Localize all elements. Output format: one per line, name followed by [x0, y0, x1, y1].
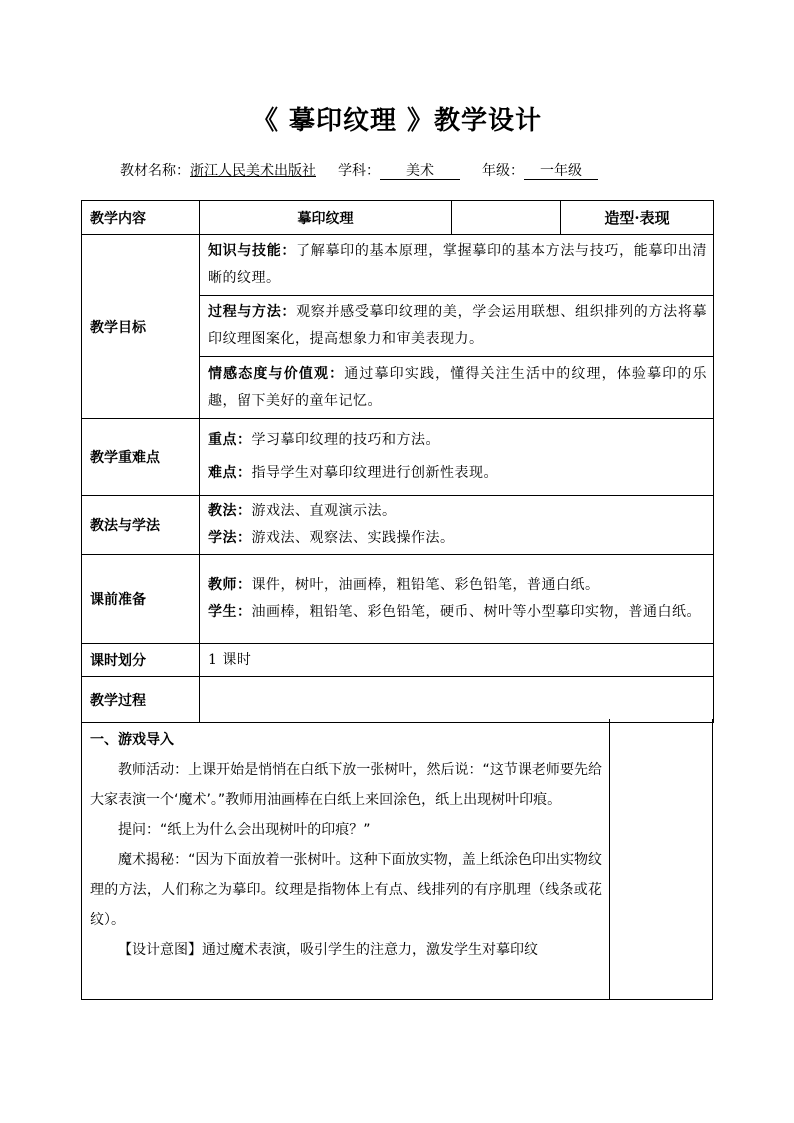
prep-student-head: 学生： — [208, 604, 252, 620]
process-label: 教学过程 — [82, 677, 200, 723]
process-blank-cell — [200, 677, 714, 723]
row-hours — [82, 644, 714, 677]
hours-label: 课时划分 — [82, 644, 200, 677]
row-goal-1 — [82, 235, 714, 296]
method-label: 教法与学法 — [82, 496, 200, 555]
learn-method-text: 游戏法、观察法、实践操作法。 — [251, 530, 455, 546]
goal-emotion — [200, 357, 714, 419]
column-divider — [609, 719, 610, 999]
goal-head: 过程与方法： — [208, 304, 297, 320]
prep-teacher-head: 教师： — [208, 577, 252, 593]
teach-method-head: 教法： — [208, 503, 252, 519]
goals-label: 教学目标 — [82, 235, 200, 419]
row-process — [82, 677, 714, 723]
process-heading: 一、游戏导入 — [90, 732, 174, 748]
goal-text: 通过摹印实践，懂得关注生活中的纹理，体验摹印的乐趣，留下美好的童年记忆。 — [208, 365, 707, 409]
content-blank-cell — [452, 201, 561, 235]
difficult-head: 难点： — [208, 465, 252, 481]
key-text: 学习摹印纹理的技巧和方法。 — [251, 432, 440, 448]
goal-process — [200, 296, 714, 357]
process-section — [81, 719, 713, 1000]
subject-value: 美术 — [380, 163, 460, 180]
row-content — [82, 201, 714, 235]
row-prep — [82, 555, 714, 644]
row-method — [82, 496, 714, 555]
key-cell — [200, 419, 714, 496]
meta-line — [120, 160, 598, 180]
method-cell — [200, 496, 714, 555]
goal-knowledge — [200, 235, 714, 296]
grade-value: 一年级 — [524, 163, 598, 180]
prep-label: 课前准备 — [82, 555, 200, 644]
learn-method-head: 学法： — [208, 530, 252, 546]
row-key — [82, 419, 714, 496]
key-label: 教学重难点 — [82, 419, 200, 496]
textbook-label: 教材名称： — [120, 163, 190, 179]
goal-text: 了解摹印的基本原理，掌握摹印的基本方法与技巧，能摹印出清晰的纹理。 — [208, 243, 708, 286]
textbook-value: 浙江人民美术出版社 — [190, 163, 316, 179]
process-paragraph: 【设计意图】通过魔术表演，吸引学生的注意力，激发学生对摹印纹 — [118, 942, 538, 958]
content-type: 造型·表现 — [561, 201, 714, 235]
key-head: 重点： — [208, 432, 252, 448]
grade-label: 年级： — [482, 163, 524, 179]
difficult-text: 指导学生对摹印纹理进行创新性表现。 — [251, 465, 498, 481]
teach-method-text: 游戏法、直观演示法。 — [251, 503, 397, 519]
subject-label: 学科： — [338, 163, 380, 179]
process-paragraph: 教师活动：上课开始是悄悄在白纸下放一张树叶，然后说：“这节课老师要先给大家表演一个‘魔术’。”教师用油画棒在白纸上来回涂色，纸上出现树叶印痕。 — [90, 762, 602, 808]
process-paragraph: 提问：“纸上为什么会出现树叶的印痕？” — [118, 822, 371, 838]
content-value: 摹印纹理 — [200, 201, 452, 235]
process-paragraph: 魔术揭秘：“因为下面放着一张树叶。这种下面放实物，盖上纸涂色印出实物纹理的方法，人们称之为摹印。纹理是指物体上有点、线排列的有序肌理（线条或花纹）。 — [90, 852, 602, 928]
goal-text: 观察并感受摹印纹理的美，学会运用联想、组织排列的方法将摹印纹理图案化，提高想象力和审美表现力。 — [208, 304, 708, 347]
hours-value: 1 课时 — [200, 644, 714, 677]
prep-student-text: 油画棒，粗铅笔、彩色铅笔，硬币、树叶等小型摹印实物，普通白纸。 — [251, 604, 701, 620]
lesson-table — [81, 200, 714, 723]
page-title: 《 摹印纹理 》教学设计 — [251, 106, 543, 136]
prep-teacher-text: 课件，树叶，油画棒，粗铅笔、彩色铅笔，普通白纸。 — [251, 577, 600, 593]
process-content — [90, 725, 602, 965]
goal-head: 情感态度与价值观： — [208, 365, 345, 382]
content-label: 教学内容 — [82, 201, 200, 235]
goal-head: 知识与技能： — [208, 243, 297, 259]
prep-cell — [200, 555, 714, 644]
